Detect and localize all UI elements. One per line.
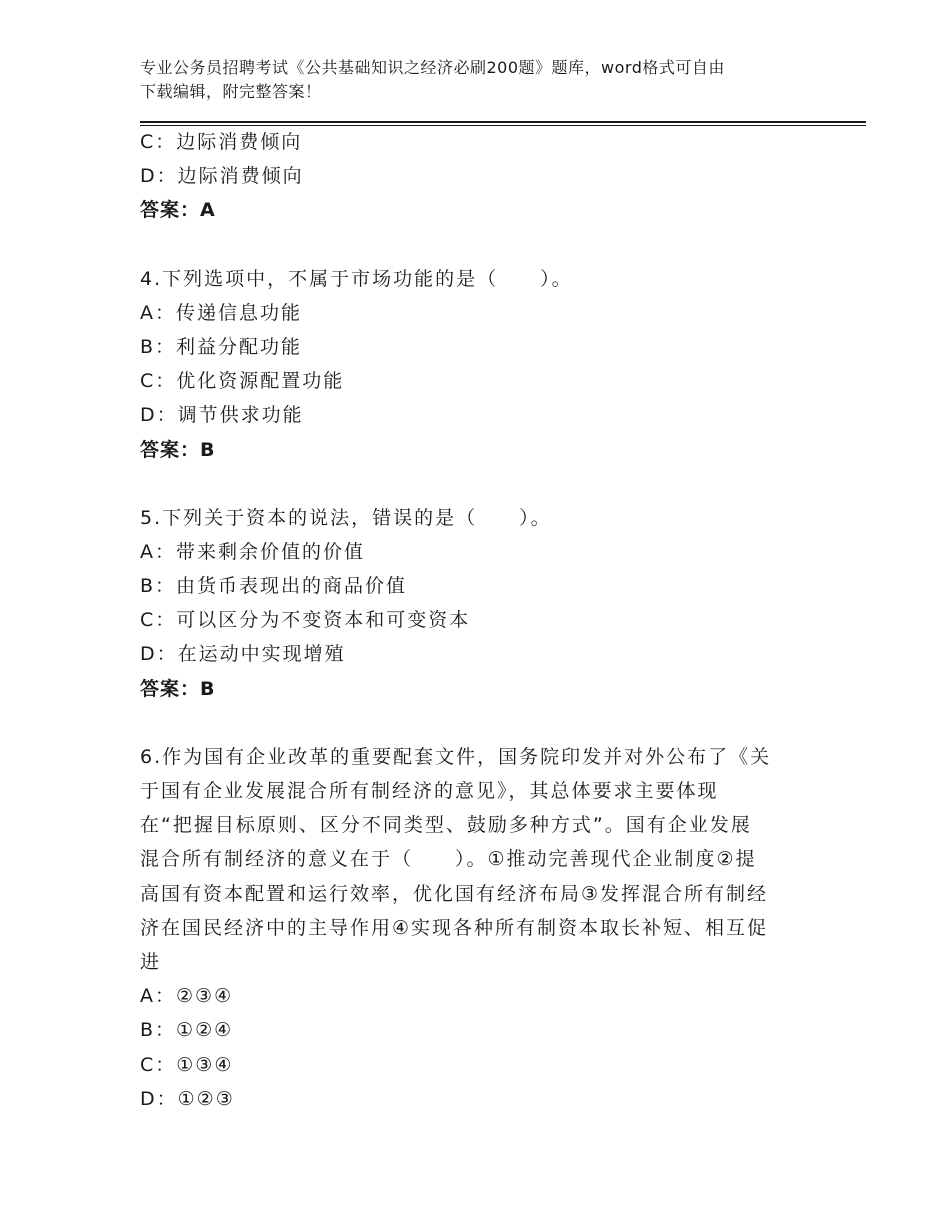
header-rule-thick (140, 121, 866, 123)
q6-option-d: D：①②③ (140, 1087, 235, 1110)
q6-stem-line: 高国有资本配置和运行效率，优化国有经济布局③发挥混合所有制经 (140, 882, 769, 905)
q4-option-b: B：利益分配功能 (140, 335, 303, 358)
q6-stem-line: 在“把握目标原则、区分不同类型、鼓励多种方式”。国有企业发展 (140, 814, 752, 837)
question-content (140, 125, 810, 1116)
spacer (140, 706, 810, 740)
q6-stem-line: 6.作为国有企业改革的重要配套文件，国务院印发并对外公布了《关 (140, 745, 772, 768)
spacer (140, 467, 810, 501)
q4-stem: 4.下列选项中，不属于市场功能的是（ ）。 (140, 267, 573, 290)
q6-option-c: C：①③④ (140, 1053, 234, 1076)
spacer (140, 228, 810, 262)
q6-option-a: A：②③④ (140, 985, 234, 1008)
document-header (140, 56, 820, 104)
q6-stem-line: 于国有企业发展混合所有制经济的意见》，其总体要求主要体现 (140, 780, 719, 802)
q6-stem-line: 济在国民经济中的主导作用④实现各种所有制资本取长补短、相互促 (140, 916, 769, 939)
q5-option-b: B：由货币表现出的商品价值 (140, 575, 408, 598)
q6-option-b: B：①②④ (140, 1019, 234, 1042)
q5-answer: 答案：B (140, 677, 216, 700)
q5-option-d: D：在运动中实现增殖 (140, 643, 346, 666)
q4-answer: 答案：B (140, 438, 216, 461)
q5-stem: 5.下列关于资本的说法，错误的是（ ）。 (140, 506, 552, 529)
q3-option-c: C：边际消费倾向 (140, 131, 303, 153)
q6-stem-line: 混合所有制经济的意义在于（ ）。①推动完善现代企业制度②提 (140, 848, 757, 871)
q6-stem-line: 进 (140, 950, 162, 973)
q5-option-c: C：可以区分为不变资本和可变资本 (140, 609, 471, 632)
q4-option-c: C：优化资源配置功能 (140, 370, 345, 393)
header-line-1: 专业公务员招聘考试《公共基础知识之经济必刷200题》题库，word格式可自由 (140, 58, 725, 77)
q5-option-a: A：带来剩余价值的价值 (140, 540, 365, 563)
q4-option-a: A：传递信息功能 (140, 301, 302, 324)
header-line-2: 下载编辑，附完整答案！ (140, 82, 322, 101)
q4-option-d: D：调节供求功能 (140, 404, 304, 427)
q3-answer: 答案：A (140, 199, 216, 222)
q3-option-d: D：边际消费倾向 (140, 165, 304, 188)
